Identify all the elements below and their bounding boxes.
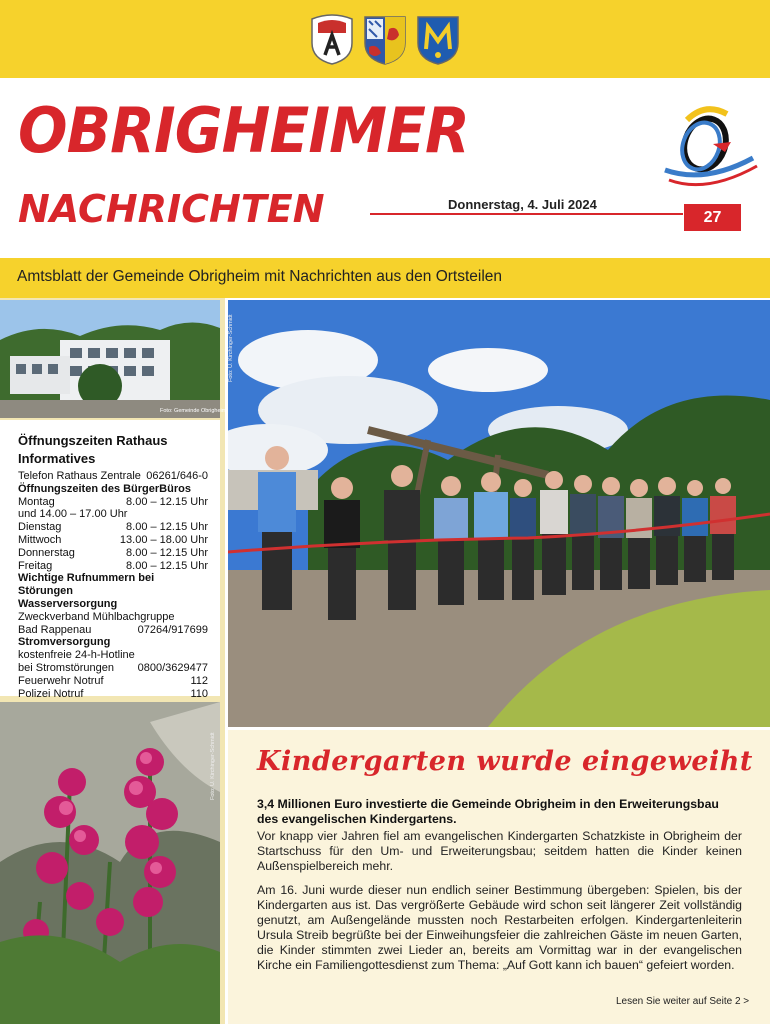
info-heading: Öffnungszeiten Rathaus Informatives xyxy=(18,433,168,466)
masthead-subtitle: NACHRICHTEN xyxy=(18,187,325,231)
police-row: Polizei Notruf 110 xyxy=(18,687,208,700)
info-box xyxy=(0,420,220,700)
main-photo-credit: Foto: U. Kirchinger-Schmidt xyxy=(228,314,234,382)
emergency-heading: Wichtige Rufnummern bei Störungen xyxy=(18,572,155,598)
town-hall-photo xyxy=(0,300,220,418)
article-headline: Kindergarten wurde eingeweiht xyxy=(257,746,753,777)
power-row: bei Stromstörungen 0800/3629477 xyxy=(18,661,208,674)
water-row: Bad Rappenau 07264/917699 xyxy=(18,623,208,636)
hours-row: Donnerstag 8.00 – 12.15 Uhr xyxy=(18,546,208,559)
crest-m-icon xyxy=(416,13,460,65)
water-org: Zweckverband Mühlbachgruppe xyxy=(18,610,175,623)
crest-a-icon xyxy=(310,13,354,65)
fire-row: Feuerwehr Notruf 112 xyxy=(18,674,208,687)
masthead-title: OBRIGHEIMER xyxy=(18,94,469,167)
inauguration-photo xyxy=(228,300,770,727)
hours-row: und 14.00 – 17.00 Uhr xyxy=(18,508,128,521)
power-hotline: kostenfreie 24-h-Hotline xyxy=(18,649,135,662)
hours-row: Dienstag 8.00 – 12.15 Uhr xyxy=(18,521,208,534)
continue-reading-link[interactable]: Lesen Sie weiter auf Seite 2 > xyxy=(616,996,750,1007)
article-paragraph: Am 16. Juni wurde dieser nun endlich seiner Bestimmung übergeben: Spielen, bis der Kindergarten aus ist. Das vergrößerte Gebäude wird schon seit längerer Zeit vollständig genutzt, am Außengelände mussten noch Restarbeiten erfolgen. Kindergartenleiterin Ursula Streib begrüßte bei der Einweihungsfeier die zahlreichen Gäste im neuen Garten, die Kinder stimmten zwei Lieder an, bereits am Vormittag war in der evangelischen Kirche ein Familiengottesdienst zum Thema: „Auf Gott kann ich bauen“ gefeiert worden. xyxy=(257,883,742,972)
masthead-rule xyxy=(370,213,683,215)
phone-row: Telefon Rathaus Zentrale 06261/646-0 xyxy=(18,470,208,482)
hours-row: Mittwoch 13.00 – 18.00 Uhr xyxy=(18,533,208,546)
hours-row: Montag 8.00 – 12.15 Uhr xyxy=(18,495,208,508)
obrigheim-logo-icon xyxy=(645,100,765,200)
crest-lion-icon xyxy=(363,13,407,65)
flower-photo-credit: Foto: U. Kirchinger-Schmidt xyxy=(210,732,216,800)
article-paragraph: Vor knapp vier Jahren fiel am evangelischen Kindergarten Schatzkiste in Obrigheim der Startschuss für den Um- und Erweiterungsbau; seitdem hatten die Kinder keinen Außenspielbereich mehr. xyxy=(257,829,742,873)
power-heading: Stromversorgung xyxy=(18,636,111,649)
hours-row: Freitag 8.00 – 12.15 Uhr xyxy=(18,559,208,572)
article-lead: 3,4 Millionen Euro investierte die Gemeinde Obrigheim in den Erweiterungsbau des evangelischen Kindergartens. xyxy=(257,797,719,826)
water-heading: Wasserversorgung xyxy=(18,597,118,610)
snapdragon-photo xyxy=(0,702,220,1024)
issue-number-badge: 27 xyxy=(684,204,741,231)
buergerbuero-heading: Öffnungszeiten des BürgerBüros xyxy=(18,482,191,495)
gazette-subtitle: Amtsblatt der Gemeinde Obrigheim mit Nachrichten aus den Ortsteilen xyxy=(17,268,503,285)
building-photo-credit: Foto: Gemeinde Obrigheim xyxy=(160,408,227,414)
issue-date: Donnerstag, 4. Juli 2024 xyxy=(448,197,597,212)
coat-of-arms-group xyxy=(310,13,472,65)
